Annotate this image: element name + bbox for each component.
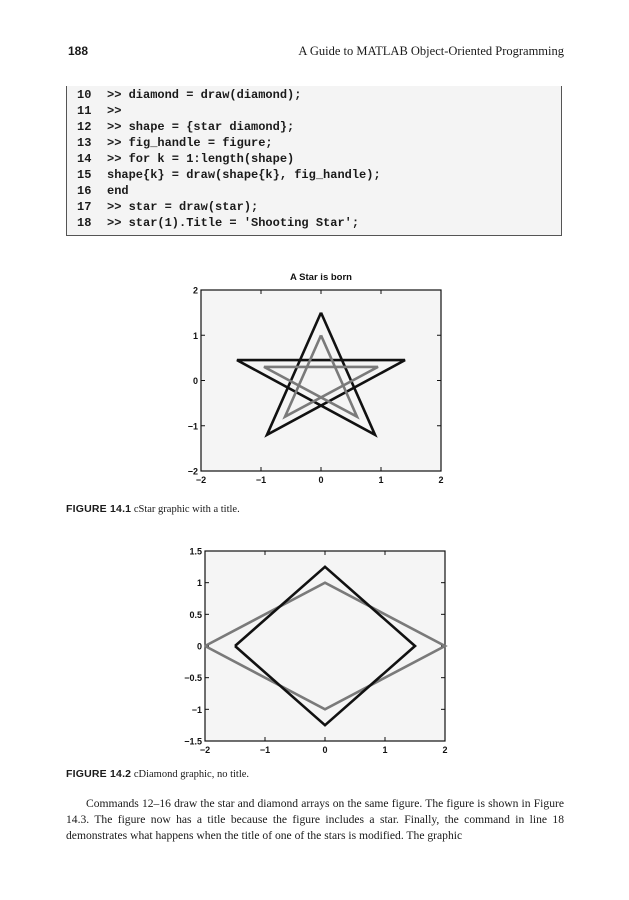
code-line-text: >> for k = 1:length(shape): [107, 152, 295, 166]
y-tick-label: −1.5: [184, 736, 202, 747]
code-line-text: >> shape = {star diamond};: [107, 120, 295, 134]
figure-14-2-caption: [66, 768, 249, 780]
code-line-number: 12: [77, 120, 92, 134]
code-line-text: >> star = draw(star);: [107, 200, 259, 214]
page-number: 188: [68, 44, 89, 58]
x-tick-label: 0: [322, 745, 328, 755]
figure-14-1-caption: [66, 503, 240, 515]
figure-14-1-caption-text: cStar graphic with a title.: [133, 504, 240, 515]
code-line-number: 18: [77, 216, 92, 230]
x-tick-label: −2: [199, 745, 211, 755]
code-line-number: 13: [77, 136, 92, 150]
code-line-text: >> fig_handle = figure;: [107, 136, 273, 150]
code-line-number: 10: [77, 88, 92, 102]
code-line-number: 14: [77, 152, 92, 166]
x-tick-label: 1: [378, 475, 384, 485]
y-tick-label: −2: [187, 466, 198, 477]
code-line-text: >> star(1).Title = 'Shooting Star';: [107, 216, 360, 230]
y-tick-label: 2: [192, 285, 198, 296]
code-line-text: end: [107, 184, 129, 198]
x-tick-label: −1: [259, 745, 271, 755]
chart-title: A Star is born: [290, 272, 352, 283]
y-tick-label: 1: [192, 330, 198, 341]
x-tick-label: −1: [255, 475, 267, 485]
y-tick-label: −0.5: [184, 673, 202, 684]
x-tick-label: 1: [382, 745, 388, 755]
y-tick-label: 0: [196, 641, 202, 652]
y-tick-label: 1: [196, 578, 202, 589]
code-line-text: shape{k} = draw(shape{k}, fig_handle);: [107, 168, 381, 182]
plot-area: [205, 551, 445, 741]
x-tick-label: 2: [442, 745, 448, 755]
figure-14-2-caption-text: cDiamond graphic, no title.: [133, 769, 250, 780]
body-text: [66, 796, 564, 844]
running-title: A Guide to MATLAB Object-Oriented Programming: [298, 44, 564, 58]
code-line-number: 11: [77, 104, 92, 118]
y-tick-label: −1: [187, 421, 198, 432]
y-tick-label: −1: [191, 704, 202, 715]
code-line-number: 16: [77, 184, 92, 198]
figure-14-2-label: FIGURE 14.2: [66, 768, 132, 780]
code-line-text: >> diamond = draw(diamond);: [107, 88, 302, 102]
x-tick-label: 0: [318, 475, 324, 485]
y-tick-label: 1.5: [189, 546, 202, 557]
body-paragraph: Commands 12–16 draw the star and diamond arrays on the same figure. The figure is shown in Figure 14.3. The figure now has a title because the figure includes a star. Finally, the command in line 18 demonstrates what happens when the title of one of the stars is modified. The graphic: [66, 797, 564, 842]
y-tick-label: 0.5: [189, 609, 202, 620]
code-line-number: 17: [77, 200, 92, 214]
x-tick-label: 2: [438, 475, 444, 485]
x-tick-label: −2: [195, 475, 207, 485]
code-line-text: >>: [107, 104, 122, 118]
y-tick-label: 0: [192, 376, 198, 386]
code-line-number: 15: [77, 168, 92, 182]
figure-14-1-label: FIGURE 14.1: [66, 503, 132, 515]
